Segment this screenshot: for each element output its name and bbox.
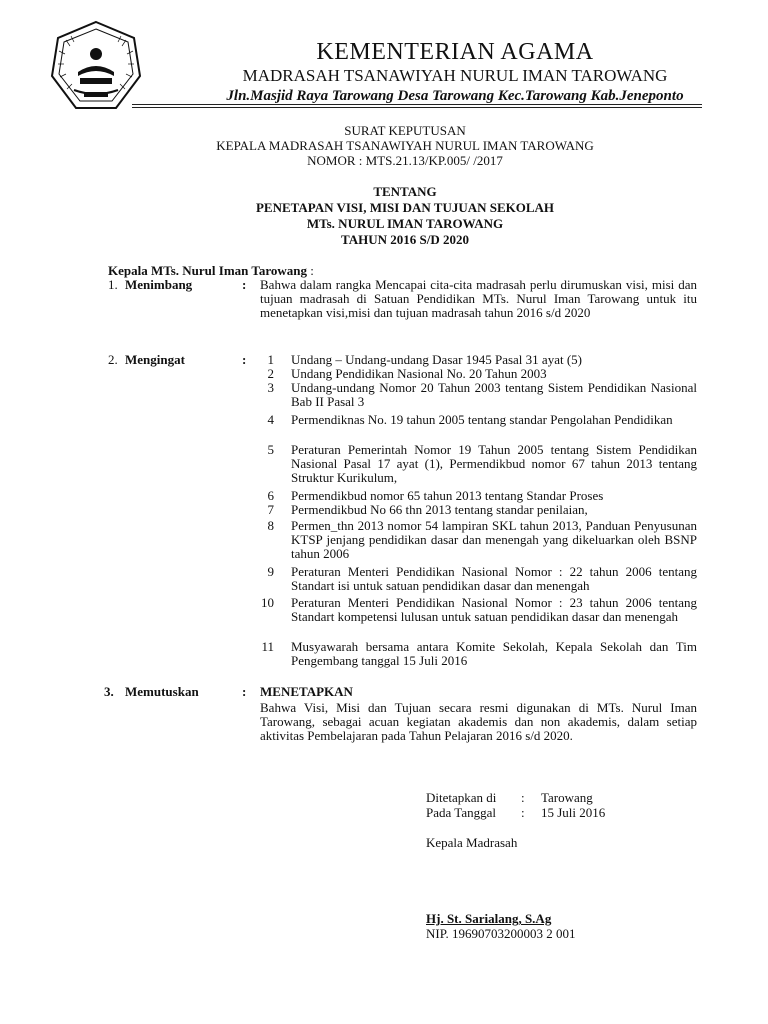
opening-line	[108, 264, 314, 278]
menimbang-num: 1.	[108, 277, 118, 292]
mengingat-colon: :	[242, 352, 247, 367]
menimbang-label: Menimbang	[125, 277, 193, 292]
school-address: Jln.Masjid Raya Tarowang Desa Tarowang Kec.Tarowang Kab.Jeneponto	[226, 88, 684, 104]
list-item-number: 11	[261, 639, 274, 654]
list-item: Peraturan Menteri Pendidikan Nasional Nomor : 23 tahun 2006 tentang Standart kompetensi lulusan untuk satuan pendidikan dasar dan menengah	[291, 595, 697, 624]
date-label: Pada Tanggal	[426, 805, 496, 820]
date-colon: :	[521, 805, 525, 820]
list-item-number: 8	[267, 518, 274, 533]
memutuskan-num: 3.	[104, 684, 114, 699]
list-item-number: 2	[267, 366, 274, 381]
header-rule	[132, 107, 702, 108]
list-item-number: 5	[267, 442, 274, 457]
mengingat-label: Mengingat	[125, 352, 185, 367]
list-item: Permendiknas No. 19 tahun 2005 tentang standar Pengolahan Pendidikan	[291, 412, 673, 427]
list-item: Undang-undang Nomor 20 Tahun 2003 tentang Sistem Pendidikan Nasional Bab II Pasal 3	[291, 380, 697, 409]
memutuskan-colon: :	[242, 684, 247, 699]
list-item-number: 4	[267, 412, 274, 427]
mengingat-num: 2.	[108, 352, 118, 367]
list-item-number: 3	[267, 380, 274, 395]
doc-period: TAHUN 2016 S/D 2020	[341, 232, 469, 247]
opening-label: Kepala MTs. Nurul Iman Tarowang	[108, 263, 308, 278]
doc-school: MTs. NURUL IMAN TAROWANG	[306, 216, 504, 231]
place-colon: :	[521, 790, 525, 805]
list-item-number: 1	[267, 352, 274, 367]
signer-name-text: Hj. St. Sarialang, S.Ag	[426, 911, 552, 926]
list-item: Peraturan Menteri Pendidikan Nasional Nomor : 22 tahun 2006 tentang Standart isi untuk satuan pendidikan dasar dan menengah	[291, 564, 697, 593]
list-item: Undang Pendidikan Nasional No. 20 Tahun 2003	[291, 366, 547, 381]
signer-nip: NIP. 19690703200003 2 001	[426, 926, 576, 941]
list-item-number: 7	[267, 502, 274, 517]
list-item: Permendikbud nomor 65 tahun 2013 tentang Standar Proses	[291, 488, 604, 503]
menimbang-text: Bahwa dalam rangka Mencapai cita-cita madrasah perlu dirumuskan visi, misi dan tujuan madrasah di Satuan Pendidikan MTs. Nurul Iman Tarowang untuk itu menetapkan visi,misi dan tujuan madrasah tahun 2016 s/d 2020	[260, 277, 697, 320]
signer-name	[426, 912, 551, 926]
doc-type: SURAT KEPUTUSAN	[344, 123, 466, 138]
list-item: Musyawarah bersama antara Komite Sekolah, Kepala Sekolah dan Tim Pengembang tanggal 15 Juli 2016	[291, 639, 697, 668]
memutuskan-text: Bahwa Visi, Misi dan Tujuan secara resmi digunakan di MTs. Nurul Iman Tarowang, sebagai acuan kegiatan akademis dan non akademis, dalam setiap aktivitas Pembelajaran pada Tahun Pelajaran 2016 s/d 2020.	[260, 700, 697, 743]
school-title: MADRASAH TSANAWIYAH NURUL IMAN TAROWANG	[242, 66, 668, 85]
header-rule	[132, 104, 702, 105]
ministry-emblem-logo	[50, 20, 142, 112]
list-item-number: 6	[267, 488, 274, 503]
signer-position: Kepala Madrasah	[426, 835, 518, 850]
date-value: 15 Juli 2016	[541, 805, 606, 820]
memutuskan-label: Memutuskan	[125, 684, 199, 699]
doc-number: NOMOR : MTS.21.13/KP.005/ /2017	[307, 153, 503, 168]
doc-subject: PENETAPAN VISI, MISI DAN TUJUAN SEKOLAH	[255, 200, 555, 215]
list-item: Permen_thn 2013 nomor 54 lampiran SKL tahun 2013, Panduan Penyusunan KTSP jenjang pendidikan dasar dan menengah yang dikeluarkan oleh BSNP tahun 2006	[291, 518, 697, 561]
menimbang-colon: :	[242, 277, 247, 292]
ministry-title: KEMENTERIAN AGAMA	[316, 39, 594, 65]
list-item-number: 10	[261, 595, 274, 610]
list-item: Permendikbud No 66 thn 2013 tentang standar penilaian,	[291, 502, 588, 517]
opening-colon: :	[307, 263, 314, 278]
place-value: Tarowang	[541, 790, 593, 805]
about-label: TENTANG	[373, 184, 437, 199]
place-label: Ditetapkan di	[426, 790, 497, 805]
memutuskan-heading: MENETAPKAN	[260, 684, 353, 699]
doc-issuer: KEPALA MADRASAH TSANAWIYAH NURUL IMAN TAROWANG	[216, 138, 594, 153]
list-item-number: 9	[267, 564, 274, 579]
list-item: Undang – Undang-undang Dasar 1945 Pasal 31 ayat (5)	[291, 352, 582, 367]
list-item: Peraturan Pemerintah Nomor 19 Tahun 2005 tentang Sistem Pendidikan Nasional Pasal 17 ayat (1), Permendikbud nomor 67 tahun 2013 tentang Struktur Kurikulum,	[291, 442, 697, 485]
